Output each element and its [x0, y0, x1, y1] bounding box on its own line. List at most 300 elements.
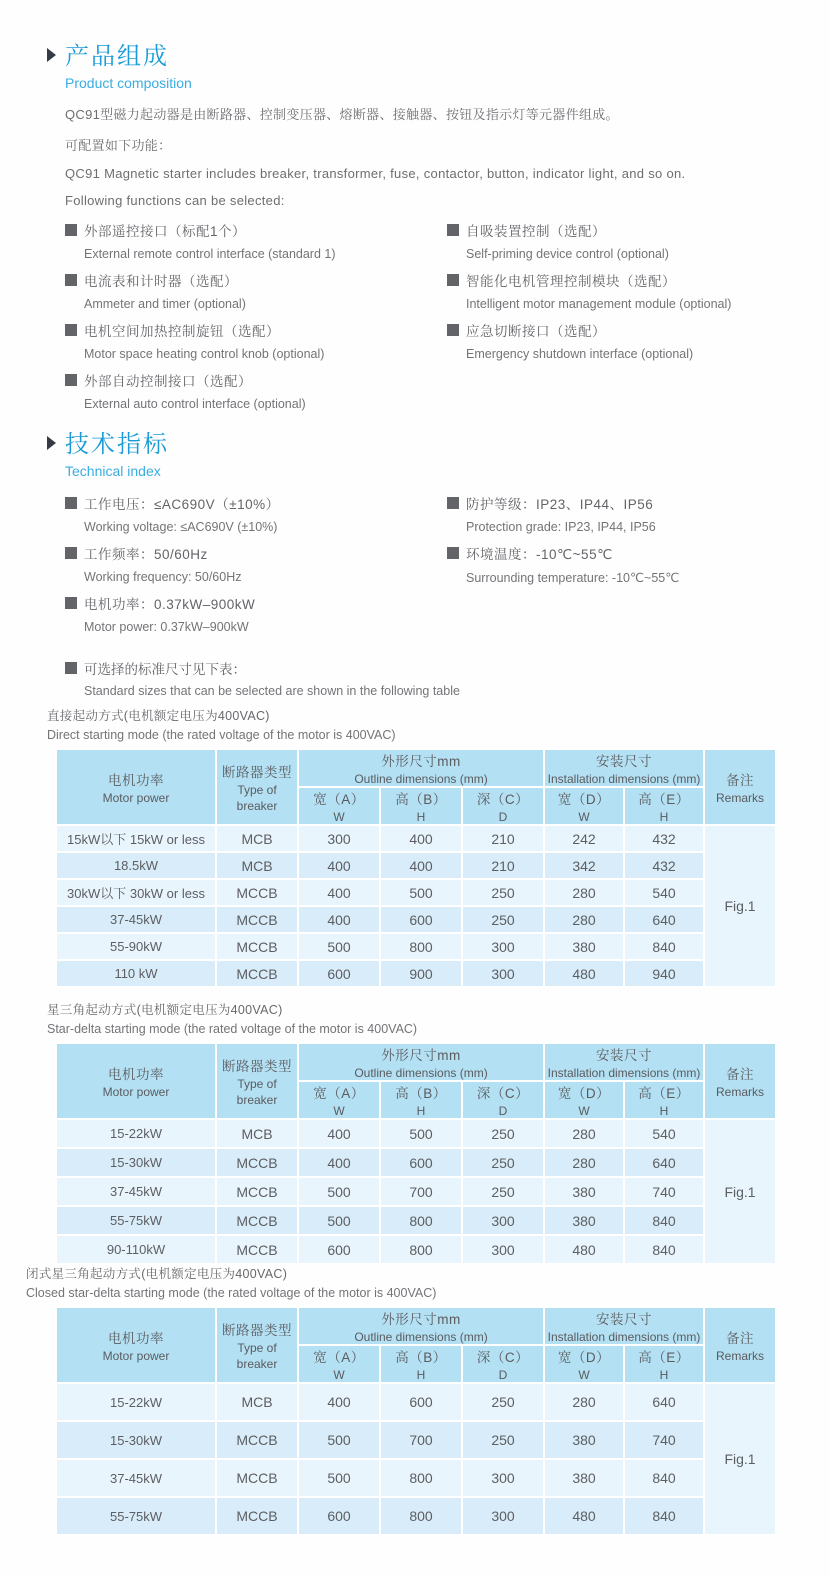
table-row [56, 852, 776, 879]
cell-motor-power: 15-30kW [56, 1421, 216, 1459]
cell-motor-power: 15-22kW [56, 1383, 216, 1421]
col-header-dimension [624, 1345, 704, 1383]
cell-dimension: 940 [624, 960, 704, 987]
cell-dimension: 280 [544, 879, 624, 906]
cell-dimension: 280 [544, 1383, 624, 1421]
table-body [56, 1383, 776, 1535]
col-header-dimension [462, 1345, 544, 1383]
cell-dimension: 500 [298, 1177, 380, 1206]
col-header-breaker-type [216, 1043, 298, 1119]
table-row [56, 1148, 776, 1177]
spec-item [447, 493, 807, 534]
dimension-letter: H [416, 1368, 426, 1382]
square-bullet-icon [65, 274, 77, 286]
cell-motor-power: 30kW以下 30kW or less [56, 879, 216, 906]
header-cn: 外形尺寸mm [381, 1312, 461, 1327]
table-header [56, 749, 776, 825]
dimension-letter: W [333, 810, 345, 824]
cell-dimension: 600 [298, 960, 380, 987]
cell-breaker-type: MCCB [216, 879, 298, 906]
cell-dimension: 480 [544, 1235, 624, 1264]
cell-motor-power: 110 kW [56, 960, 216, 987]
header-cn: 断路器类型 [222, 1059, 292, 1074]
feature-item [447, 270, 807, 311]
table-header [56, 1043, 776, 1119]
feature-text-en: External remote control interface (standard 1) [84, 247, 336, 261]
cell-breaker-type: MCCB [216, 1148, 298, 1177]
cell-dimension: 380 [544, 1177, 624, 1206]
dimension-letter: H [416, 810, 426, 824]
table-header [56, 1307, 776, 1383]
section-header [47, 424, 807, 459]
header-en: Outline dimensions (mm) [354, 1066, 488, 1080]
section-product-composition [47, 36, 807, 420]
header-cn: 电机功率 [108, 1067, 164, 1082]
dimension-label-cn: 宽（A） [313, 1086, 365, 1101]
spec-line-cn [65, 493, 447, 513]
spec-text-cn: 防护等级：IP23、IP44、IP56 [466, 497, 654, 512]
dimension-label-cn: 高（B） [395, 1350, 447, 1365]
cell-dimension: 250 [462, 906, 544, 933]
cell-dimension: 800 [380, 1206, 462, 1235]
feature-item [65, 320, 447, 361]
section-title-cn: 技术指标 [65, 431, 169, 458]
cell-dimension: 380 [544, 1206, 624, 1235]
dimension-letter: H [659, 810, 669, 824]
dimension-letter: H [659, 1368, 669, 1382]
cell-breaker-type: MCCB [216, 1177, 298, 1206]
table-row [56, 906, 776, 933]
col-header-dimension [624, 1081, 704, 1119]
feature-item [447, 220, 807, 261]
col-header-remarks [704, 1307, 776, 1383]
cell-breaker-type: MCB [216, 825, 298, 852]
header-group-row [56, 1307, 776, 1345]
triangle-marker-icon [47, 436, 56, 450]
col-header-motor-power [56, 1043, 216, 1119]
cell-breaker-type: MCB [216, 1383, 298, 1421]
cell-dimension: 600 [380, 906, 462, 933]
spec-column-right [447, 493, 807, 643]
table-body [56, 1119, 776, 1264]
cell-motor-power: 55-75kW [56, 1206, 216, 1235]
cell-breaker-type: MCCB [216, 1497, 298, 1535]
header-en: Type of [237, 783, 277, 797]
intro-paragraphs [65, 104, 807, 208]
table-row [56, 1206, 776, 1235]
cell-dimension: 250 [462, 1148, 544, 1177]
table-section-star-delta [47, 1000, 777, 1265]
cell-dimension: 400 [298, 1383, 380, 1421]
cell-breaker-type: MCB [216, 852, 298, 879]
dimension-label-cn: 宽（D） [557, 1086, 611, 1101]
triangle-marker-icon [47, 48, 56, 62]
table-caption-cn: 星三角起动方式(电机额定电压为400VAC) [47, 1003, 283, 1017]
dimension-letter: H [659, 1104, 669, 1118]
dimension-letter: D [498, 1104, 508, 1118]
cell-dimension: 640 [624, 1148, 704, 1177]
spec-text-cn: 工作频率：50/60Hz [84, 547, 208, 562]
square-bullet-icon [65, 324, 77, 336]
table-row [56, 879, 776, 906]
header-en: Outline dimensions (mm) [354, 772, 488, 786]
col-header-dimension [544, 1345, 624, 1383]
feature-text-cn: 应急切断接口（选配） [466, 324, 606, 339]
spec-line-cn [65, 543, 447, 563]
spec-line-cn [447, 543, 807, 563]
size-table-star-delta [55, 1042, 777, 1265]
header-en: Installation dimensions (mm) [547, 772, 701, 786]
dimension-letter: W [578, 1104, 590, 1118]
dimension-label-cn: 深（C） [476, 1086, 530, 1101]
feature-line-cn [447, 220, 807, 240]
cell-dimension: 740 [624, 1177, 704, 1206]
header-en: Remarks [715, 1349, 764, 1363]
dimension-letter: W [333, 1104, 345, 1118]
cell-dimension: 300 [462, 1497, 544, 1535]
feature-text-en: External auto control interface (optional) [84, 397, 306, 411]
table-row [56, 1235, 776, 1264]
feature-list [65, 220, 807, 420]
header-group-row [56, 749, 776, 787]
header-cn: 外形尺寸mm [381, 754, 461, 769]
cell-dimension: 380 [544, 1459, 624, 1497]
cell-dimension: 800 [380, 1235, 462, 1264]
spec-line-cn [447, 493, 807, 513]
cell-dimension: 400 [298, 879, 380, 906]
dimension-label-cn: 宽（A） [313, 792, 365, 807]
cell-dimension: 500 [298, 1421, 380, 1459]
spec-item [65, 543, 447, 584]
cell-dimension: 432 [624, 825, 704, 852]
feature-text-cn: 电流表和计时器（选配） [84, 274, 238, 289]
feature-item [447, 320, 807, 361]
header-en: Installation dimensions (mm) [547, 1330, 701, 1344]
feature-line-cn [447, 320, 807, 340]
cell-motor-power: 15-30kW [56, 1148, 216, 1177]
cell-dimension: 600 [298, 1497, 380, 1535]
cell-dimension: 840 [624, 1459, 704, 1497]
cell-dimension: 250 [462, 879, 544, 906]
cell-breaker-type: MCCB [216, 960, 298, 987]
header-cn: 电机功率 [108, 1331, 164, 1346]
dimension-letter: D [498, 810, 508, 824]
cell-dimension: 400 [298, 1119, 380, 1148]
table-caption-en: Direct starting mode (the rated voltage of the motor is 400VAC) [47, 728, 396, 742]
cell-dimension: 800 [380, 1459, 462, 1497]
cell-dimension: 640 [624, 1383, 704, 1421]
col-header-motor-power [56, 749, 216, 825]
cell-dimension: 380 [544, 1421, 624, 1459]
section-title-cn: 产品组成 [65, 43, 169, 70]
feature-item [65, 270, 447, 311]
feature-text-cn: 电机空间加热控制旋钮（选配） [84, 324, 280, 339]
cell-dimension: 500 [380, 879, 462, 906]
header-en: Type of [237, 1341, 277, 1355]
header-en: Installation dimensions (mm) [547, 1066, 701, 1080]
table-body [56, 825, 776, 987]
cell-dimension: 840 [624, 933, 704, 960]
feature-text-en: Intelligent motor management module (optional) [466, 297, 732, 311]
col-header-remarks [704, 1043, 776, 1119]
square-bullet-icon [447, 324, 459, 336]
dimension-label-cn: 宽（A） [313, 1350, 365, 1365]
note-cn [65, 658, 460, 678]
cell-dimension: 480 [544, 1497, 624, 1535]
col-header-dimension [544, 787, 624, 825]
group-header-outline-dimensions [298, 749, 544, 787]
col-header-dimension [624, 787, 704, 825]
cell-dimension: 840 [624, 1497, 704, 1535]
feature-line-cn [65, 320, 447, 340]
cell-dimension: 600 [298, 1235, 380, 1264]
cell-dimension: 342 [544, 852, 624, 879]
col-header-dimension [380, 1345, 462, 1383]
size-table-direct-starting [55, 748, 777, 988]
feature-text-en: Ammeter and timer (optional) [84, 297, 246, 311]
square-bullet-icon [65, 662, 77, 674]
cell-dimension: 250 [462, 1177, 544, 1206]
feature-text-en: Motor space heating control knob (optional) [84, 347, 325, 361]
feature-text-en: Self-priming device control (optional) [466, 247, 669, 261]
cell-remark: Fig.1 [704, 1383, 776, 1535]
col-header-dimension [298, 1345, 380, 1383]
header-cn: 断路器类型 [222, 1323, 292, 1338]
dimension-label-cn: 高（E） [638, 1086, 690, 1101]
feature-line-cn [65, 270, 447, 290]
cell-dimension: 210 [462, 825, 544, 852]
feature-text-en: Emergency shutdown interface (optional) [466, 347, 694, 361]
cell-dimension: 640 [624, 906, 704, 933]
feature-line-cn [65, 220, 447, 240]
square-bullet-icon [447, 547, 459, 559]
section-title-en: Product composition [65, 75, 192, 91]
cell-dimension: 250 [462, 1119, 544, 1148]
cell-dimension: 540 [624, 1119, 704, 1148]
square-bullet-icon [447, 224, 459, 236]
cell-dimension: 300 [298, 825, 380, 852]
header-cn: 安装尺寸 [596, 1048, 652, 1063]
dimension-label-cn: 高（B） [395, 1086, 447, 1101]
cell-dimension: 300 [462, 933, 544, 960]
col-header-remarks [704, 749, 776, 825]
cell-remark: Fig.1 [704, 1119, 776, 1264]
square-bullet-icon [65, 547, 77, 559]
cell-dimension: 600 [380, 1148, 462, 1177]
cell-breaker-type: MCCB [216, 1421, 298, 1459]
square-bullet-icon [65, 224, 77, 236]
feature-text-cn: 自吸装置控制（选配） [466, 224, 606, 239]
cell-dimension: 432 [624, 852, 704, 879]
group-header-outline-dimensions [298, 1043, 544, 1081]
group-header-installation-dimensions [544, 749, 704, 787]
cell-dimension: 400 [298, 906, 380, 933]
table-row [56, 1497, 776, 1535]
spec-item [447, 543, 807, 585]
header-en: Outline dimensions (mm) [354, 1330, 488, 1344]
cell-breaker-type: MCB [216, 1119, 298, 1148]
spec-line-cn [65, 593, 447, 613]
cell-dimension: 250 [462, 1383, 544, 1421]
cell-breaker-type: MCCB [216, 1206, 298, 1235]
spec-text-en: Working voltage: ≤AC690V (±10%) [84, 520, 278, 534]
header-en: Remarks [715, 1085, 764, 1099]
feature-line-cn [447, 270, 807, 290]
spec-list [65, 493, 807, 643]
feature-text-cn: 外部自动控制接口（选配） [84, 374, 252, 389]
table-section-closed-star-delta [26, 1264, 777, 1536]
cell-breaker-type: MCCB [216, 1459, 298, 1497]
dimension-label-cn: 宽（D） [557, 792, 611, 807]
square-bullet-icon [447, 497, 459, 509]
cell-dimension: 300 [462, 1235, 544, 1264]
dimension-letter: W [578, 810, 590, 824]
spec-column-left [65, 493, 447, 643]
section-technical-index [47, 424, 807, 643]
cell-dimension: 700 [380, 1421, 462, 1459]
table-row [56, 1177, 776, 1206]
header-en: Remarks [715, 791, 764, 805]
table-row [56, 1119, 776, 1148]
cell-motor-power: 90-110kW [56, 1235, 216, 1264]
cell-dimension: 800 [380, 1497, 462, 1535]
table-row [56, 1459, 776, 1497]
col-header-dimension [298, 1081, 380, 1119]
cell-dimension: 840 [624, 1206, 704, 1235]
header-cn: 备注 [726, 1331, 754, 1346]
cell-breaker-type: MCCB [216, 906, 298, 933]
paragraph: QC91 Magnetic starter includes breaker, transformer, fuse, contactor, button, indicator light, and so on. [65, 166, 686, 181]
cell-remark: Fig.1 [704, 825, 776, 987]
square-bullet-icon [65, 374, 77, 386]
col-header-dimension [380, 1081, 462, 1119]
cell-dimension: 280 [544, 1119, 624, 1148]
cell-dimension: 250 [462, 1421, 544, 1459]
group-header-outline-dimensions [298, 1307, 544, 1345]
standard-sizes-note [65, 658, 460, 698]
dimension-letter: H [416, 1104, 426, 1118]
cell-dimension: 900 [380, 960, 462, 987]
cell-dimension: 300 [462, 1459, 544, 1497]
cell-dimension: 500 [298, 1459, 380, 1497]
header-cn: 外形尺寸mm [381, 1048, 461, 1063]
cell-dimension: 400 [298, 852, 380, 879]
header-cn: 备注 [726, 1067, 754, 1082]
col-header-dimension [380, 787, 462, 825]
cell-dimension: 800 [380, 933, 462, 960]
spec-text-en: Working frequency: 50/60Hz [84, 570, 242, 584]
feature-column-left [65, 220, 447, 420]
dimension-label-cn: 深（C） [476, 792, 530, 807]
dimension-letter: W [333, 1368, 345, 1382]
cell-dimension: 540 [624, 879, 704, 906]
col-header-motor-power [56, 1307, 216, 1383]
section-title-en: Technical index [65, 463, 161, 479]
header-en: Type of [237, 1077, 277, 1091]
cell-breaker-type: MCCB [216, 933, 298, 960]
dimension-letter: W [578, 1368, 590, 1382]
cell-dimension: 480 [544, 960, 624, 987]
table-row [56, 960, 776, 987]
note-text-en: Standard sizes that can be selected are shown in the following table [84, 684, 460, 698]
feature-line-cn [65, 370, 447, 390]
cell-dimension: 740 [624, 1421, 704, 1459]
col-header-breaker-type [216, 1307, 298, 1383]
header-group-row [56, 1043, 776, 1081]
header-en: Motor power [102, 791, 170, 805]
col-header-dimension [298, 787, 380, 825]
cell-motor-power: 55-75kW [56, 1497, 216, 1535]
cell-dimension: 500 [298, 933, 380, 960]
dimension-letter: D [498, 1368, 508, 1382]
feature-column-right [447, 220, 807, 420]
group-header-installation-dimensions [544, 1043, 704, 1081]
cell-dimension: 400 [380, 825, 462, 852]
header-en: Motor power [102, 1085, 170, 1099]
note-text-cn: 可选择的标准尺寸见下表： [84, 662, 246, 677]
cell-motor-power: 37-45kW [56, 1177, 216, 1206]
table-row [56, 933, 776, 960]
dimension-label-cn: 高（E） [638, 1350, 690, 1365]
cell-motor-power: 15-22kW [56, 1119, 216, 1148]
cell-dimension: 700 [380, 1177, 462, 1206]
table-row [56, 1383, 776, 1421]
table-row [56, 825, 776, 852]
table-caption-cn: 闭式星三角起动方式(电机额定电压为400VAC) [26, 1267, 288, 1281]
cell-motor-power: 37-45kW [56, 1459, 216, 1497]
group-header-installation-dimensions [544, 1307, 704, 1345]
cell-dimension: 210 [462, 852, 544, 879]
cell-dimension: 300 [462, 1206, 544, 1235]
col-header-dimension [462, 787, 544, 825]
cell-dimension: 500 [298, 1206, 380, 1235]
table-caption-en: Star-delta starting mode (the rated voltage of the motor is 400VAC) [47, 1022, 418, 1036]
size-table-closed-star-delta [55, 1306, 777, 1536]
section-header [47, 36, 807, 71]
header-cn: 断路器类型 [222, 765, 292, 780]
spec-text-en: Surrounding temperature: -10℃~55℃ [466, 571, 680, 585]
table-row [56, 1421, 776, 1459]
cell-dimension: 242 [544, 825, 624, 852]
feature-text-cn: 外部遥控接口（标配1个） [84, 224, 247, 239]
cell-dimension: 300 [462, 960, 544, 987]
cell-motor-power: 15kW以下 15kW or less [56, 825, 216, 852]
paragraph: QC91型磁力起动器是由断路器、控制变压器、熔断器、接触器、按钮及指示灯等元器件组成。 [65, 107, 619, 122]
spec-item [65, 593, 447, 634]
cell-breaker-type: MCCB [216, 1235, 298, 1264]
dimension-label-cn: 高（E） [638, 792, 690, 807]
cell-dimension: 400 [380, 852, 462, 879]
table-section-direct-starting [47, 706, 777, 988]
cell-dimension: 500 [380, 1119, 462, 1148]
cell-motor-power: 37-45kW [56, 906, 216, 933]
header-en: breaker [236, 799, 278, 813]
cell-dimension: 600 [380, 1383, 462, 1421]
cell-dimension: 280 [544, 1148, 624, 1177]
header-cn: 安装尺寸 [596, 1312, 652, 1327]
col-header-dimension [544, 1081, 624, 1119]
col-header-dimension [462, 1081, 544, 1119]
dimension-label-cn: 宽（D） [557, 1350, 611, 1365]
cell-dimension: 280 [544, 906, 624, 933]
header-cn: 电机功率 [108, 773, 164, 788]
spec-text-cn: 环境温度：-10℃~55℃ [466, 547, 613, 562]
col-header-breaker-type [216, 749, 298, 825]
spec-text-en: Protection grade: IP23, IP44, IP56 [466, 520, 656, 534]
cell-motor-power: 18.5kW [56, 852, 216, 879]
table-caption-cn: 直接起动方式(电机额定电压为400VAC) [47, 709, 270, 723]
table-caption-en: Closed star-delta starting mode (the rated voltage of the motor is 400VAC) [26, 1286, 437, 1300]
